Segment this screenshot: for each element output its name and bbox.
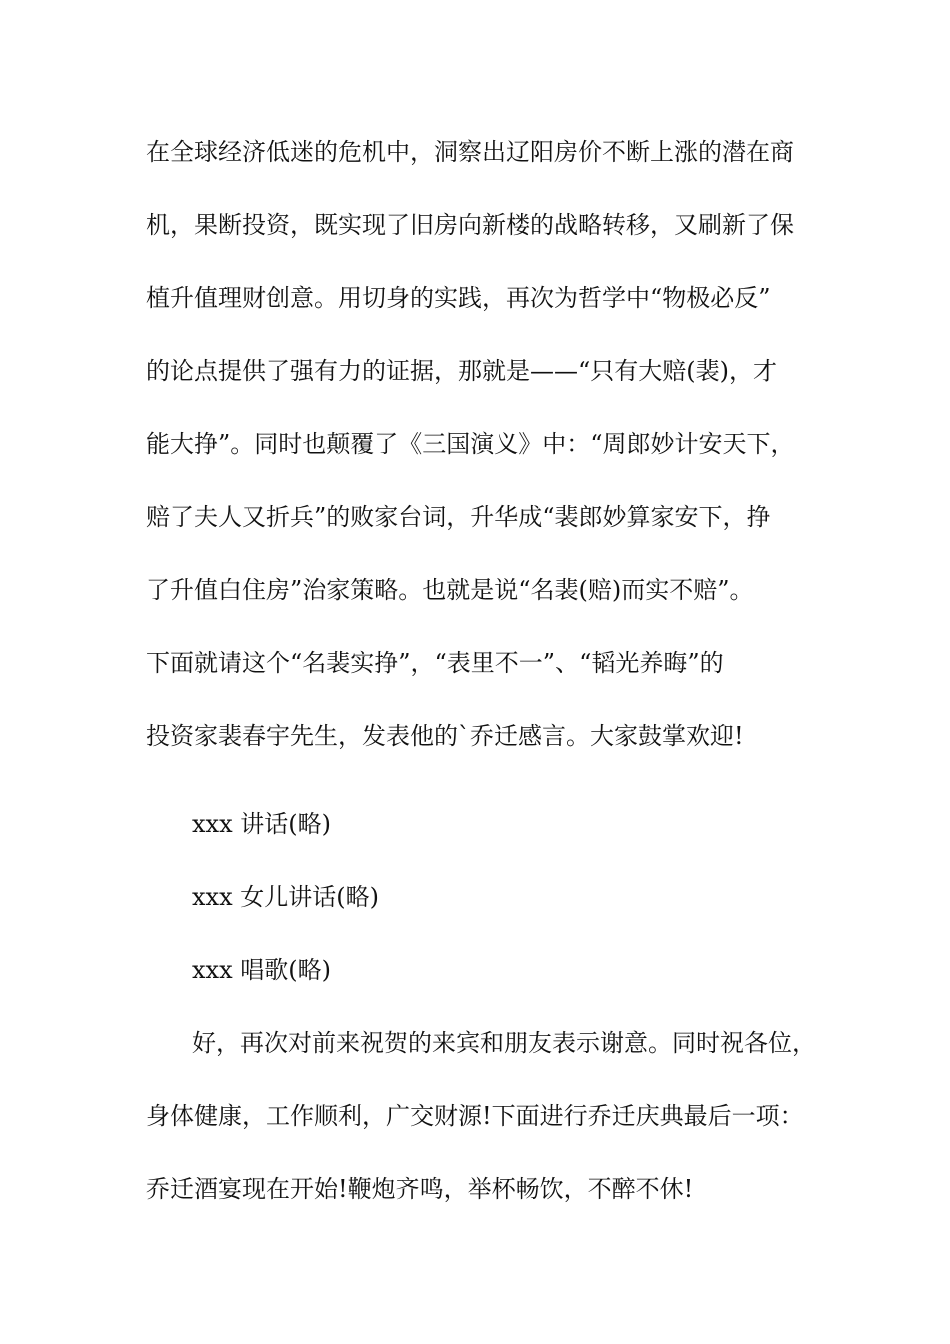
paragraph-line: 投资家裴春宇先生，发表他的`乔迁感言。大家鼓掌欢迎! [146, 722, 744, 750]
paragraph-line: 能大挣”。同时也颠覆了《三国演义》中：“周郎妙计安天下， [146, 430, 795, 458]
paragraph-line: 机，果断投资，既实现了旧房向新楼的战略转移，又刷新了保 [146, 211, 794, 239]
closing-paragraph-line: 身体健康，工作顺利，广交财源!下面进行乔迁庆典最后一项： [146, 1102, 804, 1130]
program-item: xxx 唱歌(略) [192, 956, 331, 984]
closing-paragraph-line: 好，再次对前来祝贺的来宾和朋友表示谢意。同时祝各位， [192, 1029, 816, 1057]
paragraph-line: 了升值白住房”治家策略。也就是说“名裴(赔)而实不赔”。 [146, 576, 754, 604]
paragraph-line: 在全球经济低迷的危机中，洞察出辽阳房价不断上涨的潜在商 [146, 138, 794, 166]
paragraph-line: 下面就请这个“名裴实挣”，“表里不一”、“韬光养晦”的 [146, 649, 724, 677]
paragraph-line: 赔了夫人又折兵”的败家台词，升华成“裴郎妙算家安下，挣 [146, 503, 771, 531]
paragraph-line: 的论点提供了强有力的证据，那就是——“只有大赔(裴)，才 [146, 357, 777, 385]
program-item: xxx 讲话(略) [192, 810, 331, 838]
closing-paragraph-line: 乔迁酒宴现在开始!鞭炮齐鸣，举杯畅饮，不醉不休! [146, 1175, 694, 1203]
program-item: xxx 女儿讲话(略) [192, 883, 379, 911]
paragraph-line: 植升值理财创意。用切身的实践，再次为哲学中“物极必反” [146, 284, 771, 312]
